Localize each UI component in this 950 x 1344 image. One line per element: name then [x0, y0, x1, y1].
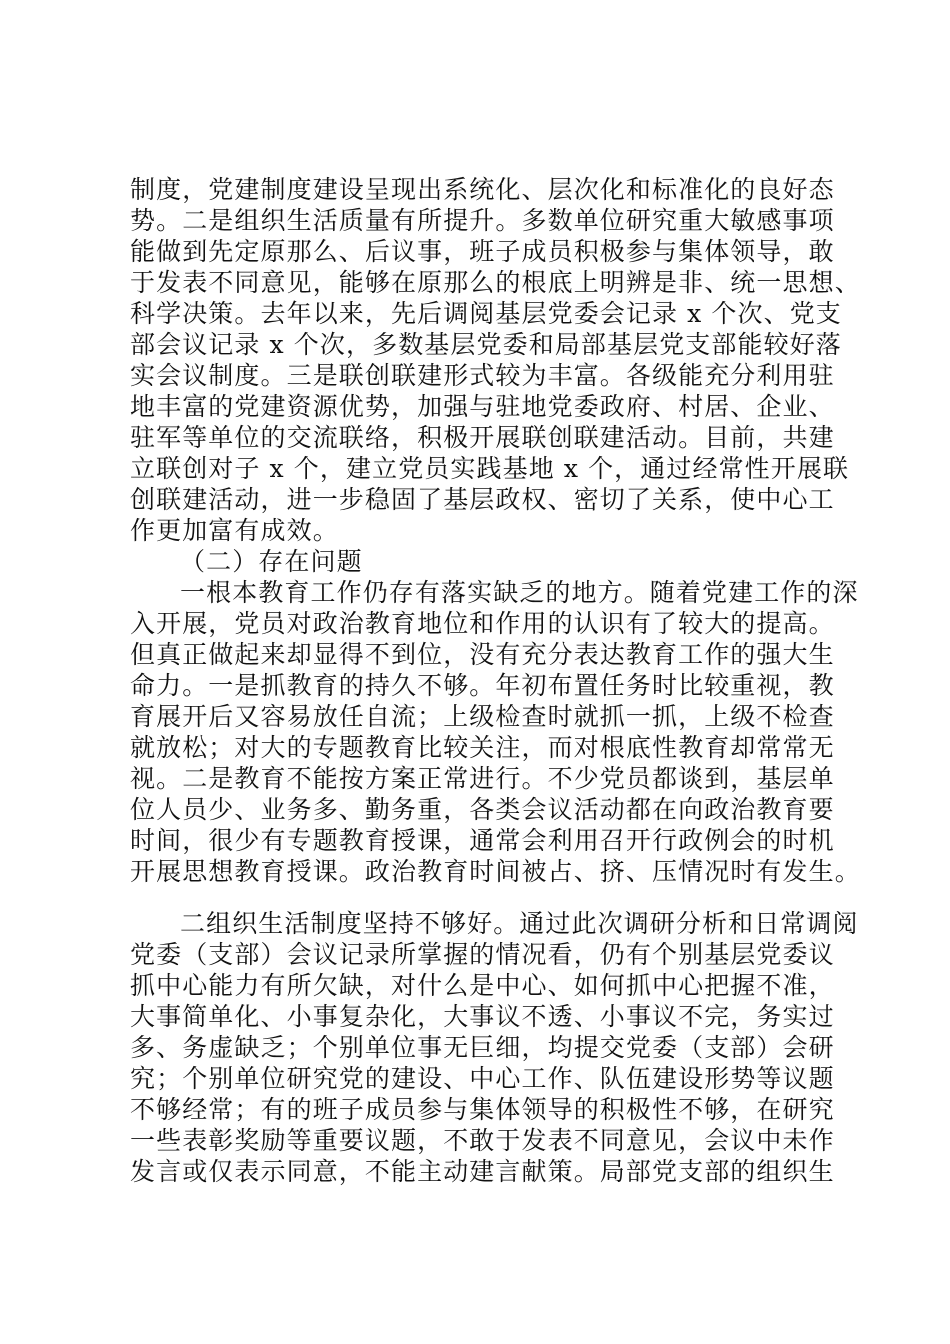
- paragraph-1-line: 能做到先定原那么、后议事，班子成员积极参与集体领导，敢: [130, 237, 835, 266]
- paragraph-3-line: 大事简单化、小事复杂化，大事议不透、小事议不完，务实过: [130, 1002, 835, 1031]
- paragraph-3-line: 究；个别单位研究党的建设、中心工作、队伍建设形势等议题: [130, 1064, 835, 1093]
- paragraph-3-line: 发言或仅表示同意，不能主动建言献策。局部党支部的组织生: [130, 1157, 835, 1186]
- paragraph-1-line: 势。二是组织生活质量有所提升。多数单位研究重大敏感事项: [130, 206, 835, 235]
- section-heading: （二）存在问题: [180, 547, 363, 576]
- paragraph-2-line: 位人员少、业务多、勤务重，各类会议活动都在向政治教育要: [130, 795, 835, 824]
- paragraph-2-line: 视。二是教育不能按方案正常进行。不少党员都谈到，基层单: [130, 764, 835, 793]
- paragraph-2-line: 开展思想教育授课。政治教育时间被占、挤、压情况时有发生。: [130, 857, 861, 886]
- paragraph-2-line: 育展开后又容易放任自流；上级检查时就抓一抓，上级不检查: [130, 702, 835, 731]
- paragraph-1-line: 制度，党建制度建设呈现出系统化、层次化和标准化的良好态: [130, 175, 835, 204]
- paragraph-3-line: 一些表彰奖励等重要议题，不敢于发表不同意见，会议中未作: [130, 1126, 835, 1155]
- paragraph-1-line: 立联创对子 x 个，建立党员实践基地 x 个，通过经常性开展联: [130, 454, 850, 483]
- paragraph-1-line: 于发表不同意见，能够在原那么的根底上明辨是非、统一思想、: [130, 268, 861, 297]
- paragraph-3-line: 抓中心能力有所欠缺，对什么是中心、如何抓中心把握不准，: [130, 971, 835, 1000]
- paragraph-2-line: 命力。一是抓教育的持久不够。年初布置任务时比较重视，教: [130, 671, 835, 700]
- paragraph-1-line: 作更加富有成效。: [130, 516, 339, 545]
- paragraph-1-line: 实会议制度。三是联创联建形式较为丰富。各级能充分利用驻: [130, 361, 835, 390]
- paragraph-1-line: 创联建活动，进一步稳固了基层政权、密切了关系，使中心工: [130, 485, 835, 514]
- paragraph-1-line: 部会议记录 x 个次，多数基层党委和局部基层党支部能较好落: [130, 330, 842, 359]
- paragraph-3-line: 不够经常；有的班子成员参与集体领导的积极性不够，在研究: [130, 1095, 835, 1124]
- paragraph-1-line: 科学决策。去年以来，先后调阅基层党委会记录 x 个次、党支: [130, 299, 842, 328]
- paragraph-3-line: 党委（支部）会议记录所掌握的情况看，仍有个别基层党委议: [130, 940, 835, 969]
- paragraph-2-line: 一根本教育工作仍存有落实缺乏的地方。随着党建工作的深: [180, 578, 859, 607]
- paragraph-3-line: 二组织生活制度坚持不够好。通过此次调研分析和日常调阅: [180, 909, 859, 938]
- paragraph-3-line: 多、务虚缺乏；个别单位事无巨细，均提交党委（支部）会研: [130, 1033, 835, 1062]
- paragraph-1-line: 驻军等单位的交流联络，积极开展联创联建活动。目前，共建: [130, 423, 835, 452]
- paragraph-1-line: 地丰富的党建资源优势，加强与驻地党委政府、村居、企业、: [130, 392, 835, 421]
- paragraph-2-line: 但真正做起来却显得不到位，没有充分表达教育工作的强大生: [130, 640, 835, 669]
- paragraph-2-line: 时间，很少有专题教育授课，通常会利用召开行政例会的时机: [130, 826, 835, 855]
- paragraph-2-line: 入开展，党员对政治教育地位和作用的认识有了较大的提高。: [130, 609, 835, 638]
- paragraph-2-line: 就放松；对大的专题教育比较关注，而对根底性教育却常常无: [130, 733, 835, 762]
